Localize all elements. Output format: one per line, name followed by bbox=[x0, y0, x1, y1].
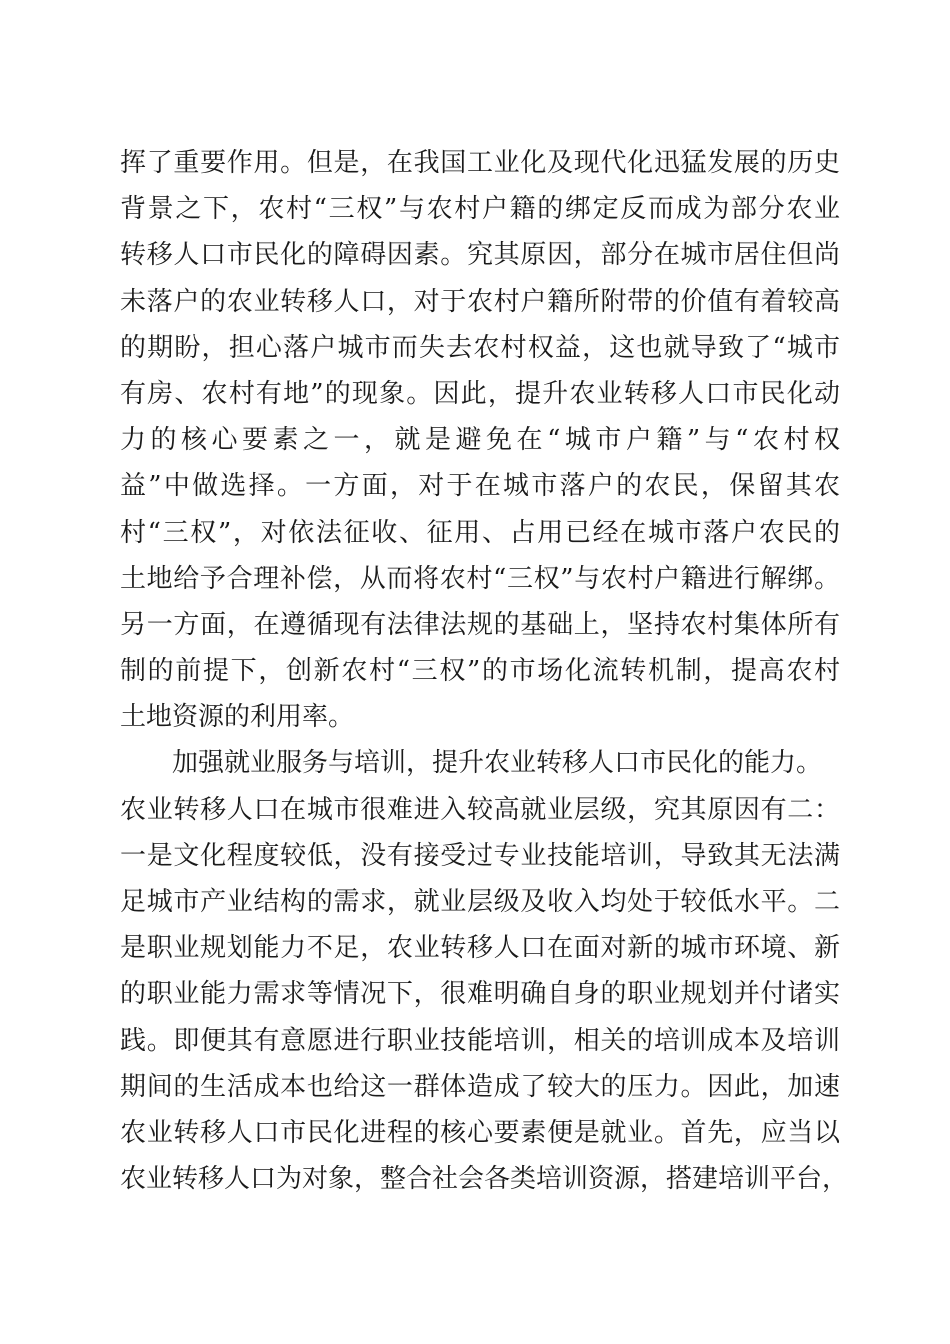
paragraph-line: 的职业能力需求等情况下，很难明确自身的职业规划并付诸实 bbox=[120, 979, 840, 1010]
paragraph-line: 有房、农村有地”的现象。因此，提升农业转移人口市民化动 bbox=[120, 378, 840, 409]
paragraph-2 bbox=[120, 740, 849, 1202]
paragraph-line: 背景之下，农村“三权”与农村户籍的绑定反而成为部分农业 bbox=[120, 194, 840, 225]
paragraph-line: 村“三权”，对依法征收、征用、占用已经在城市落户农民的 bbox=[120, 517, 840, 548]
paragraph-line: 一是文化程度较低，没有接受过专业技能培训，导致其无法满 bbox=[120, 840, 840, 871]
paragraph-line: 转移人口市民化的障碍因素。究其原因，部分在城市居住但尚 bbox=[120, 240, 840, 271]
paragraph-line: 未落户的农业转移人口，对于农村户籍所附带的价值有着较高 bbox=[120, 286, 840, 317]
paragraph-line: 农业转移人口市民化进程的核心要素便是就业。首先，应当以 bbox=[120, 1117, 840, 1148]
paragraph-line: 足城市产业结构的需求，就业层级及收入均处于较低水平。二 bbox=[120, 887, 840, 917]
paragraph-line: 力的核心要素之一，就是避免在“城市户籍”与“农村权 bbox=[120, 425, 840, 456]
paragraph-line: 的期盼，担心落户城市而失去农村权益，这也就导致了“城市 bbox=[120, 332, 840, 363]
paragraph-1 bbox=[120, 140, 840, 740]
paragraph-line: 是职业规划能力不足，农业转移人口在面对新的城市环境、新 bbox=[120, 933, 840, 964]
paragraph-line: 践。即便其有意愿进行职业技能培训，相关的培训成本及培训 bbox=[120, 1025, 840, 1056]
paragraph-line: 农业转移人口为对象，整合社会各类培训资源，搭建培训平台， bbox=[120, 1164, 849, 1195]
paragraph-line: 农业转移人口在城市很难进入较高就业层级，究其原因有二： bbox=[120, 794, 840, 825]
body-text bbox=[120, 140, 849, 1202]
paragraph-heading-line: 加强就业服务与培训，提升农业转移人口市民化的能力。 bbox=[172, 748, 823, 779]
paragraph-line: 土地资源的利用率。 bbox=[120, 702, 355, 733]
paragraph-line: 制的前提下，创新农村“三权”的市场化流转机制，提高农村 bbox=[120, 656, 840, 687]
paragraph-line: 挥了重要作用。但是，在我国工业化及现代化迅猛发展的历史 bbox=[120, 148, 840, 178]
paragraph-line: 期间的生活成本也给这一群体造成了较大的压力。因此，加速 bbox=[120, 1071, 840, 1102]
paragraph-line: 另一方面，在遵循现有法律法规的基础上，坚持农村集体所有 bbox=[120, 609, 840, 640]
paragraph-line: 土地给予合理补偿，从而将农村“三权”与农村户籍进行解绑。 bbox=[120, 563, 840, 594]
paragraph-line: 益”中做选择。一方面，对于在城市落户的农民，保留其农 bbox=[120, 471, 840, 502]
